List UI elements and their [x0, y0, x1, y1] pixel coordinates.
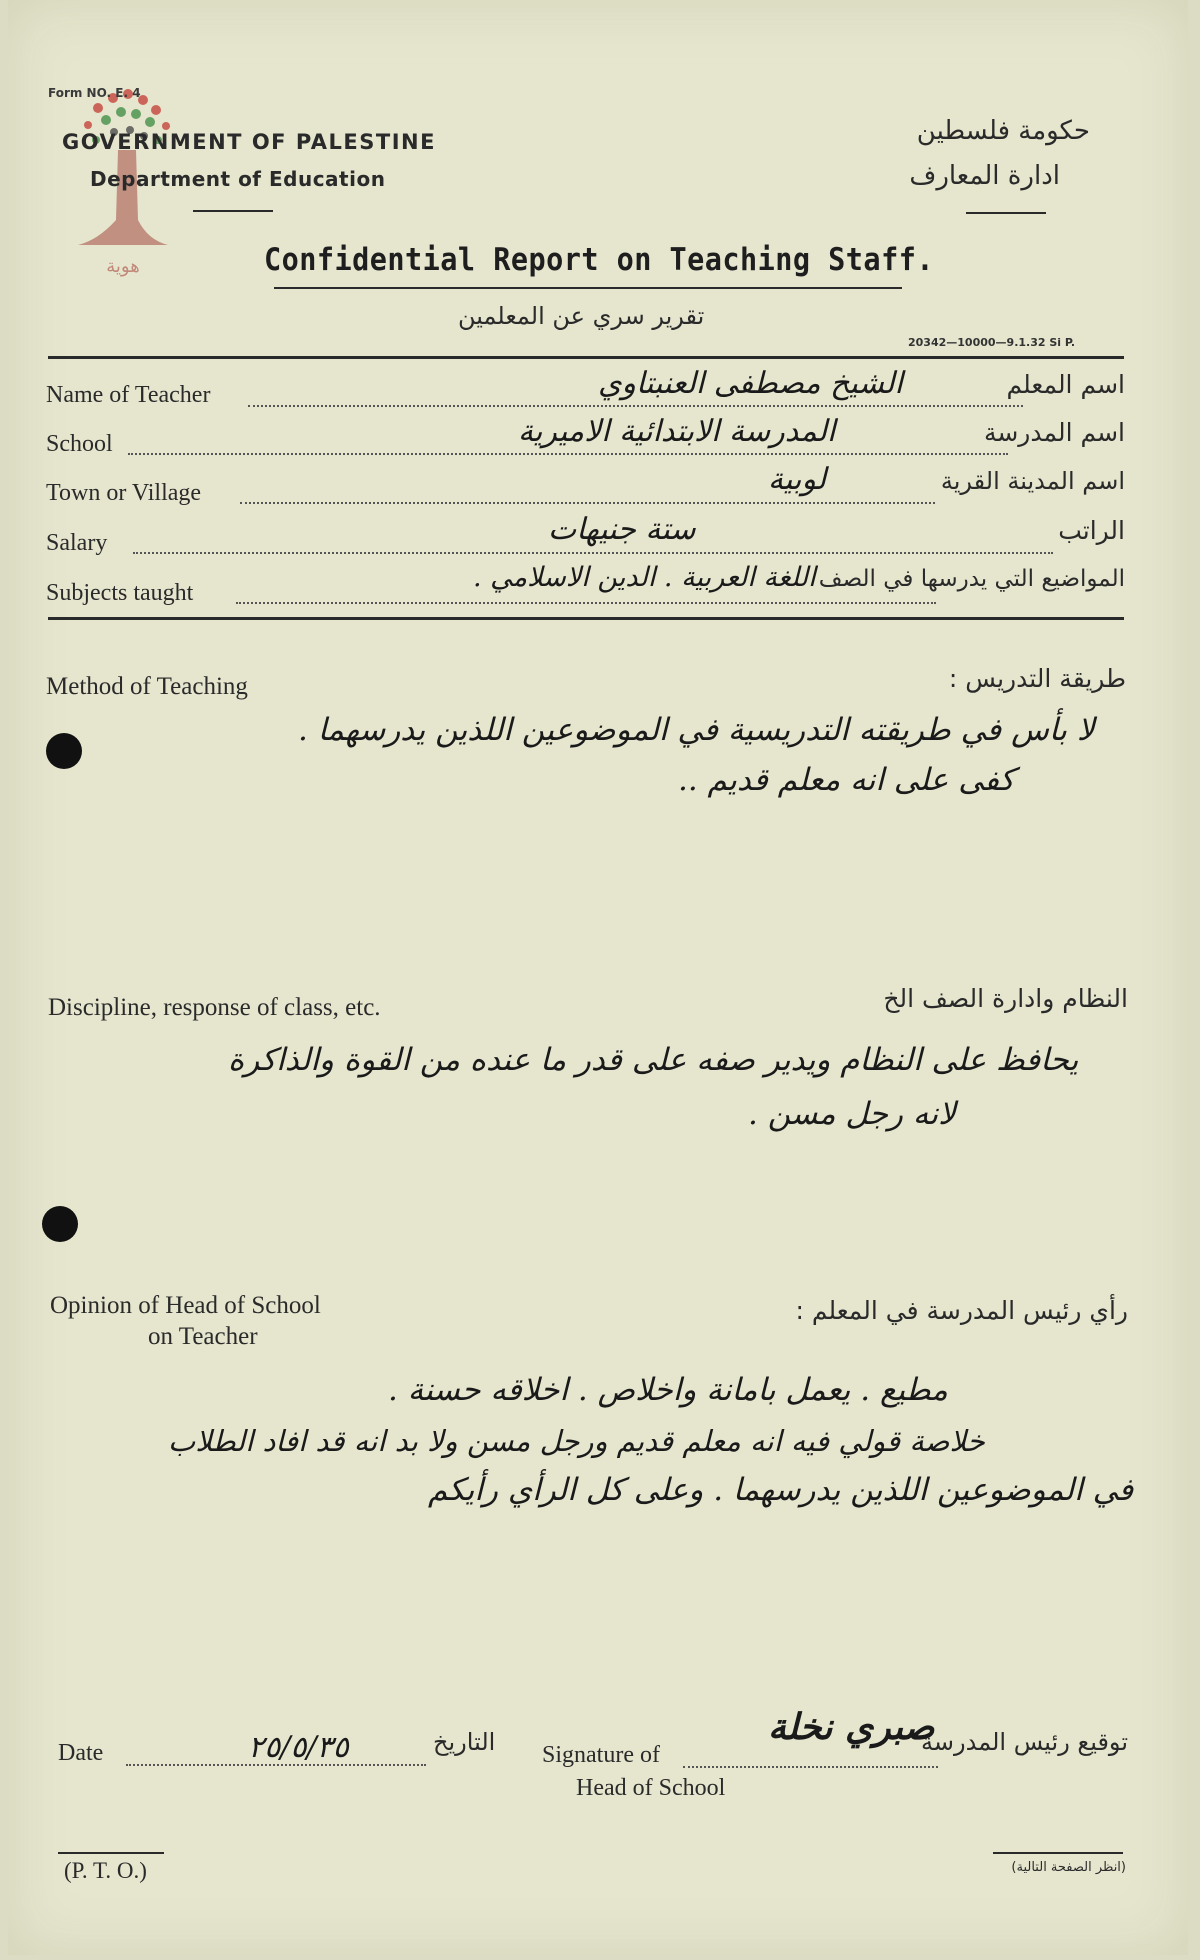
punch-hole: [42, 1206, 78, 1242]
print-code: 20342—10000—9.1.32 Si P.: [908, 336, 1076, 349]
signature-label-1: Signature of: [542, 1742, 660, 1768]
field-dots-subjects: [236, 602, 936, 604]
field-dots-school: [128, 453, 1008, 455]
fields-top-rule: [48, 356, 1124, 359]
field-dots-name: [248, 405, 1023, 407]
method-line-1: لا بأس في طريقته التدريسية في الموضوعين اللذين يدرسهما .: [298, 712, 1095, 748]
field-label-name-ar: اسم المعلم: [1006, 370, 1125, 399]
pto-rule-ar: [993, 1852, 1123, 1854]
field-label-name: Name of Teacher: [46, 382, 211, 408]
date-label-ar: التاريخ: [433, 1728, 496, 1756]
opinion-label-1: Opinion of Head of School: [50, 1292, 321, 1319]
field-label-salary-ar: الراتب: [1058, 516, 1125, 545]
signature-value: صبري نخلة: [768, 1706, 935, 1748]
field-dots-salary: [133, 552, 1053, 554]
fields-bottom-rule: [48, 617, 1124, 620]
date-value: ٢٥/٥/٣٥: [248, 1730, 349, 1765]
opinion-line-3: في الموضوعين اللذين يدرسهما . وعلى كل الرأي رأيكم: [428, 1472, 1134, 1508]
header-divider: [193, 210, 273, 212]
punch-hole: [46, 733, 82, 769]
department-heading: Department of Education: [90, 167, 386, 191]
header-divider-ar: [966, 212, 1046, 214]
opinion-label-ar: رأي رئيس المدرسة في المعلم :: [795, 1296, 1128, 1325]
pto-label-ar: (انظر الصفحة التالية): [1011, 1860, 1126, 1875]
government-heading-ar: حكومة فلسطين: [916, 116, 1090, 146]
field-value-name: الشيخ مصطفى العنبتاوي: [598, 366, 903, 401]
watermark-text: هوية: [106, 256, 140, 277]
signature-label-2: Head of School: [576, 1775, 726, 1801]
field-label-town-ar: اسم المدينة القرية: [940, 467, 1125, 495]
signature-dots: [683, 1766, 938, 1768]
date-label: Date: [58, 1740, 104, 1766]
form-number: Form NO. E. 4: [48, 86, 141, 100]
discipline-label-ar: النظام وادارة الصف الخ: [883, 984, 1128, 1013]
field-value-subjects: اللغة العربية . الدين الاسلامي .: [473, 562, 816, 593]
field-value-school: المدرسة الابتدائية الاميرية: [518, 414, 836, 449]
discipline-line-2: لانه رجل مسن .: [748, 1096, 956, 1132]
opinion-line-1: مطيع . يعمل بامانة واخلاص . اخلاقه حسنة .: [388, 1372, 948, 1408]
signature-label-ar: توقيع رئيس المدرسة: [921, 1728, 1128, 1756]
field-label-town: Town or Village: [46, 480, 202, 506]
method-line-2: كفى على انه معلم قديم ..: [678, 762, 1015, 798]
government-heading: GOVERNMENT OF PALESTINE: [62, 130, 436, 154]
pto-label: (P. T. O.): [64, 1858, 147, 1883]
field-label-school: School: [46, 431, 113, 457]
field-label-subjects-ar: المواضيع التي يدرسها في الصف: [818, 566, 1125, 592]
discipline-label: Discipline, response of class, etc.: [48, 994, 381, 1021]
method-label-ar: طريقة التدريس :: [948, 664, 1126, 693]
report-title-ar: تقرير سري عن المعلمين: [458, 302, 705, 330]
field-value-town: لوبية: [768, 462, 827, 497]
field-dots-town: [240, 502, 935, 504]
department-heading-ar: ادارة المعارف: [909, 161, 1060, 191]
title-underline: [274, 287, 902, 289]
opinion-line-2: خلاصة قولي فيه انه معلم قديم ورجل مسن ولا بد انه قد افاد الطلاب: [168, 1424, 985, 1458]
document-page: [8, 0, 1188, 1955]
discipline-line-1: يحافظ على النظام ويدير صفه على قدر ما عنده من القوة والذاكرة: [228, 1042, 1079, 1078]
pto-rule: [58, 1852, 164, 1854]
opinion-label-2: on Teacher: [148, 1323, 258, 1350]
field-label-school-ar: اسم المدرسة: [983, 418, 1125, 447]
field-label-salary: Salary: [46, 530, 108, 556]
method-label: Method of Teaching: [46, 673, 248, 700]
field-label-subjects: Subjects taught: [46, 580, 194, 606]
field-value-salary: ستة جنيهات: [548, 512, 696, 547]
report-title: Confidential Report on Teaching Staff.: [264, 242, 934, 278]
